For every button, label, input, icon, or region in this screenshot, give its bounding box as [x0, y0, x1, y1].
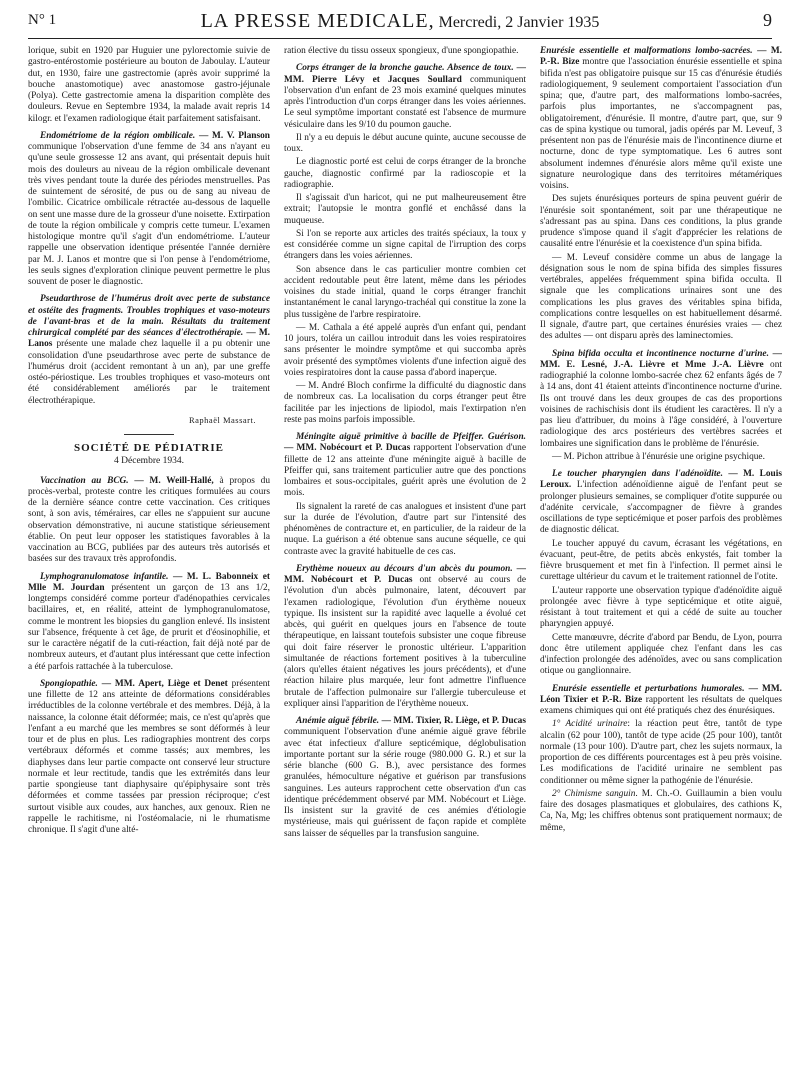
- report-author: — M. P.-R. Bize: [540, 46, 782, 68]
- report-text: montre que l'association énurésie essentielle et spina bifida n'est pas obligatoire puisque sur 15 cas d'énurésie étudiés radiologiquement, 9 seulement comportaient l'association d'un spina; que, d'autre part, des malformations lombo-sacrées, parfois plus importantes, ne s'accompagnent pas, obligatoirement, d'énurésie. Il montre, d'autre part, que, sur 9 cas de spina kystique ou tumoral, jadis opérés par M. Leveuf, 3 présentent non pas de l'énurésie mais de l'incontinence diurne et nocturne, donc de type symptomatique. Les 6 autres sont absolument indemnes d'énurésie alors même qu'il existe une signature neurologique dans des territoires métamériques voisins.: [540, 57, 782, 191]
- paragraph: ration élective du tissu osseux spongieux, d'une spongiopathie.: [284, 46, 519, 56]
- column-2: [284, 46, 526, 842]
- report-erytheme: [284, 564, 526, 710]
- report-author: — MM. E. Lesné, J.-A. Lièvre et Mme J.-A. Lièvre: [540, 348, 782, 370]
- paragraph: — M. Leveuf considère comme un abus de langage la désignation sous le nom de spina bifida des simples fissures vertébrales, appelées fréquemment spina bifida occulta. Il signale que les complications urinaires sont une des complications les plus graves des véritables spina bifida, complications contre lesquelles on est habituellement désarmé. Il signale, d'autre part, que certaines énurésies vraies — chez des adultes — ont disparu après des laminectomies.: [540, 252, 782, 342]
- paragraph: — M. Pichon attribue à l'énurésie une origine psychique.: [552, 451, 765, 462]
- report-endometriome: [28, 131, 270, 289]
- paragraph: — M. André Bloch confirme la difficulté du diagnostic dans de nombreux cas. La localisation du corps étranger peut être facilitée par les injections de lipiodol, mais l'extirpation n'en reste pas moins parfois impossible.: [284, 381, 526, 425]
- report-text: ont radiographié la colonne lombo-sacrée chez 62 enfants âgés de 7 à 14 ans, dont 41 étaient atteints d'incontinence nocturne d'urine. Ils ont trouvé dans les deux groupes de cas des proportions voisines de rachischisis dont ils étudient les caractères. Il n'y a pas lieu d'attribuer, du moins à l'âge considéré, à l'ouverture radiologique des arcs postérieurs des vertèbres sacrées et lombaires une signification dans le problème de l'énurésie.: [540, 359, 782, 449]
- report-author: — MM. Pierre Lévy et Jacques Soullard: [284, 63, 526, 85]
- report-text: communique l'observation d'une femme de 34 ans n'ayant eu qu'une seule grossesse 12 ans avant, qui présentait depuis huit mois des douleurs au niveau de la région ombilicale devenant très vives pendant toute la durée des périodes menstruelles. Pas de suintement de sérosité, de pus ou de sang au niveau de l'ombilic. Cicatrice ombilicale rétractée au-dessous de laquelle on sent une masse dure de la grosseur d'une noisette. Extirpation de toute la région ombilicale y compris cette tumeur. L'examen histologique montre qu'il s'agit d'un endométriome. L'auteur rappelle une observation identique présentée l'année dernière par M. J. Lanos et montre que si l'on pense à l'endométriome, les seuls signes d'exploration clinique peuvent permettre le plus souvent de poser le diagnostic.: [28, 142, 270, 287]
- column-1: [28, 46, 270, 842]
- subheading: 2° Chimisme sanguin: [552, 788, 636, 799]
- paragraph: Ils signalent la rareté de cas analogues et insistent d'une part sur la durée de l'évolution, d'autre part sur l'intensité des phénomènes de contracture et, en particulier, de la raideur de la nuque. La guérison a été obtenue sans aucune séquelle, ce qui contraste avec la gravité habituelle de ces cas.: [284, 501, 526, 557]
- issue-number: N° 1: [28, 12, 57, 28]
- subheading: 1° Acidité urinaire: [552, 719, 628, 730]
- journal-title: LA PRESSE MEDICALE,: [200, 10, 435, 32]
- issue-date: Mercredi, 2 Janvier 1935: [434, 14, 600, 31]
- report-author: — MM. Nobécourt et P. Ducas: [284, 563, 526, 585]
- report-author: — M. Weill-Hallé,: [134, 475, 214, 486]
- paragraph: Le diagnostic porté est celui de corps étranger de la bronche gauche, diagnostic confirmé par la radioscopie et la radiographie.: [284, 157, 526, 190]
- report-title: Anémie aiguë fébrile.: [296, 716, 380, 726]
- report-author: — MM. Nobécourt et P. Ducas: [284, 443, 411, 454]
- journal-masthead: [28, 10, 772, 33]
- report-title: Enurésie essentielle et malformations lombo-sacrées.: [540, 46, 753, 56]
- report-author: — MM. Léon Tixier et P.-R. Bize: [540, 683, 782, 705]
- paragraph: [540, 719, 782, 787]
- column-3: [540, 46, 782, 842]
- report-title: Pseudarthrose de l'humérus droit avec perte de substance et ostéite des fragments. Troubles trophiques et vaso-moteurs de l'avant-bras et de la main. Résultats du traitement chirurgical complété par des séances d'électrothérapie.: [28, 294, 270, 338]
- report-text: communiquent l'observation d'une anémie aiguë grave fébrile avec état infectieux d'allure septicémique, déglobulisation importante portant sur la série rouge (980.000 G. R.) et sur la série blanche (600 G. B.), avec persistance des formes granulées, hémoculture négative et guérison par transfusions sanguines. Les auteurs rapprochent cette observation d'un cas identique précédemment observé par MM. Nobécourt et Liège. Ils insistent sur la gravité de ces anémies d'étiologie mystérieuse, mais qui guérissent de façon rapide et complète sans laisser de séquelles par la transfusion sanguine.: [284, 727, 526, 839]
- report-text: présentent un garçon de 13 ans 1/2, longtemps considéré comme porteur d'adénopathies cervicales bacillaires, et, en réalité, atteint de lymphogranulomatose, comme le montrent les biopsies du ganglion enlevé. Ils insistent sur l'absence, fréquente à cet âge, de prurit et d'éosinophilie, et sur le caractère négatif de la cuti-réaction, fait déjà noté par de nombreux auteurs, et d'autant plus intéressant que cette infection a été parfois rattachée à la tuberculose.: [28, 582, 270, 672]
- report-spina-bifida: [540, 349, 782, 450]
- report-pseudarthrose: [28, 294, 270, 407]
- report-author: — M. Lanos: [28, 328, 270, 350]
- report-author: — M. V. Planson: [198, 130, 270, 141]
- report-bcg: [28, 476, 270, 566]
- report-toucher-pharyngien: [540, 469, 782, 537]
- paragraph: Des sujets énurésiques porteurs de spina peuvent guérir de l'énurésie soit spontanément, soit par une thérapeutique ne s'adressant pas au spina. Dans ces conditions, la plus grande prudence s'impose quand il s'agit d'apprécier les relations de causalité entre l'énurésie et la coexistence d'un spina bifida.: [540, 194, 782, 250]
- report-title: Méningite aiguë primitive à bacille de Pfeiffer. Guérison.: [296, 432, 526, 442]
- page-header: [28, 8, 772, 39]
- paragraph-text: : la réaction peut être, tantôt de type alcalin (62 pour 100), tantôt de type acide (25 pour 100), tantôt normale (13 pour 100). D'autre part, chez les sujets normaux, la proportion de ces différents pourcentages est à peu près voisine. Les modifications de l'acidité urinaire ne semblent pas conditionner ou même signer la pathogénie de l'énurésie.: [540, 719, 782, 786]
- report-text: rapportent l'observation d'une fillette de 12 ans atteinte d'une méningite aiguë à bacille de Pfeiffer qui, sans traitement particulier autre que des ponctions lombaires et sous-occipitales, guérit après une évolution de 2 mois.: [284, 443, 526, 499]
- report-title: Vaccination au BCG.: [40, 475, 129, 486]
- paragraph: Son absence dans le cas particulier montre combien cet accident redoutable peut être latent, même dans les périodes voisines du stade initial, quand le corps étranger franchit instantanément le canal laryngo-trachéal qui constitue la zone la plus tussigène de l'arbre respiratoire.: [284, 264, 526, 320]
- report-meningite: [284, 432, 526, 500]
- report-text: à propos du procès-verbal, proteste contre les critiques formulées au cours de la dernière séance contre cette vaccination. Ces critiques sont, à son avis, téméraires, car elles ne s'appuient sur aucune observation démonstrative, ni aucune statistique sérieusement établie. On peut leur opposer les statistiques favorables à la vaccination au BCG, publiées par des auteurs très autorisés et basées sur des travaux très approfondis.: [28, 475, 270, 565]
- report-author: — MM. Apert, Liège et Denet: [101, 678, 228, 689]
- report-title: Le toucher pharyngien dans l'adénoïdite.: [552, 469, 723, 479]
- report-author: — M. Louis Leroux.: [540, 469, 782, 491]
- paragraph: lorique, subit en 1920 par Huguier une pylorectomie suivie de gastro-entérostomie postérieure au bouton de Jaboulay. L'auteur dut, en 1930, faire une gastrectomie (après avoir supprimé la bouche anastomotique) avec anastomose gastro-jéjunale (Polya). Cette gastrectomie amena la disparition complète des douleurs. Revue en Septembre 1934, la malade avait repris 14 kilogr. et l'examen radiologique était parfaitement satisfaisant.: [28, 46, 270, 124]
- session-date: 4 Décembre 1934.: [114, 456, 184, 467]
- report-author: — M. L. Babonneix et Mlle M. Jourdan: [28, 571, 270, 593]
- paragraph: Il s'agissait d'un haricot, qui ne put malheureusement être extrait; l'autopsie le montra gonflé et enchâssé dans la muqueuse.: [284, 193, 526, 226]
- report-anemie: [284, 716, 526, 840]
- report-spongiopathie: [28, 679, 270, 837]
- report-title: Lymphogranulomatose infantile.: [40, 571, 169, 582]
- divider: [124, 434, 174, 435]
- paragraph-text: . M. Ch.-O. Guillaumin a bien voulu faire des dosages plasmatiques et globulaires, des cathions K, Ca, Na, Mg; les chiffres obtenus sont pratiquement normaux; de même,: [540, 788, 782, 833]
- paragraph: L'auteur rapporte une observation typique d'adénoïdite aiguë prolongée avec fièvre à type septicémique et otite aiguë, résistant à tout traitement et qui a cédé de suite au toucher pharyngien appuyé.: [540, 585, 782, 630]
- report-author: — MM. Tixier, R. Liège, et P. Ducas: [381, 716, 526, 726]
- paragraph: Il n'y a eu depuis le début aucune quinte, aucune secousse de toux.: [284, 132, 526, 154]
- paragraph: Le toucher appuyé du cavum, écrasant les végétations, en évacuant, peut-être, de petits abcès enkystés, fait tomber la fièvre brusquement et met fin à l'infection. Il permet ainsi le curettage ultérieur du cavum et le traitement rationnel de l'otite.: [540, 538, 782, 583]
- signature: Raphaël Massart.: [188, 414, 256, 425]
- report-text: communiquent l'observation d'un enfant de 23 mois examiné quelques minutes après l'introduction d'un corps étranger dans les voies aériennes. Le seul symptôme important constaté est l'absence de murmure vésiculaire dans les 9/10 du poumon gauche.: [284, 74, 526, 130]
- report-text: L'infection adénoïdienne aiguë de l'enfant peut se prolonger plusieurs semaines, se compliquer d'otite suppurée ou d'adénite cervicale, s'accompagner de fièvre à grandes oscillations de type septicémique et poser parfois des problèmes de diagnostic délicat.: [540, 480, 782, 536]
- report-title: Endométriome de la région ombilicale.: [40, 130, 196, 141]
- page-number: 9: [763, 10, 772, 30]
- paragraph: Cette manœuvre, décrite d'abord par Bendu, de Lyon, pourra donc être utilement appliquée chez l'enfant dans les cas d'infection prolongée des adénoïdes, avec ou sans complication otique ou ganglionnaire.: [540, 632, 782, 677]
- report-title: Enurésie essentielle et perturbations humorales.: [552, 683, 745, 694]
- paragraph: Si l'on se reporte aux articles des traités spéciaux, la toux y est considérée comme un signe capital de l'irruption des corps étrangers dans les voies aériennes.: [284, 228, 526, 262]
- article-columns: [28, 46, 782, 842]
- report-title: Corps étranger de la bronche gauche. Absence de toux.: [296, 63, 514, 74]
- report-lymphogranulomatose: [28, 572, 270, 673]
- report-title: Spina bifida occulta et incontinence nocturne d'urine.: [552, 348, 769, 359]
- report-perturbations-humorales: [540, 684, 782, 718]
- report-title: Erythème noueux au décours d'un abcès du poumon.: [296, 563, 513, 574]
- report-enuresie-malformations: [540, 46, 782, 192]
- paragraph: — M. Cathala a été appelé auprès d'un enfant qui, pendant 10 jours, toléra un caillou introduit dans les voies respiratoires sans présenter le moindre symptôme et qui succomba après avoir présenté des symptômes violents d'une infection aiguë des voies respiratoires dont la cause passa d'abord inaperçue.: [284, 322, 526, 378]
- report-text: présente une malade chez laquelle il a pu obtenir une consolidation d'une pseudarthrose avec perte de substance de l'humérus droit (accident remontant à un an), par une greffe ostéo-périostique. Les troubles trophiques et vaso-moteurs ont été considérablement améliorés par le traitement électrothérapique.: [28, 339, 270, 406]
- report-text: ont observé au cours de l'évolution d'un abcès pulmonaire, latent, découvert par l'examen radiologique, l'évolution d'un érythème noueux typique. Ils insistent sur la rapidité avec laquelle a évolué cet abcès, qui guérit en quelques jours en l'absence de toute thérapeutique, en laissant toutefois subsister une coque fibreuse qui doit faire réserver le pronostic ultérieur. L'apparition simultanée de réactions fortement positives à la tuberculine (alors qu'elles étaient négatives les jours précédents), et d'une réaction hilaire plus marquée, leur font admettre l'influence brutale de l'affection pulmonaire sur l'allergie tuberculeuse et expliquer ainsi l'apparition de l'érythème noueux.: [284, 575, 526, 709]
- report-text: rapportent les résultats de quelques examens chimiques qui ont été pratiqués chez des énurésiques.: [540, 694, 782, 716]
- report-corps-etranger: [284, 63, 526, 131]
- paragraph: [540, 789, 782, 834]
- society-heading: SOCIÉTÉ DE PÉDIATRIE: [74, 442, 224, 454]
- report-title: Spongiopathie.: [40, 678, 98, 689]
- report-text: présentent une fillette de 12 ans atteinte de déformations considérables irréductibles de la colonne vertébrale et des membres. Déjà, à la naissance, la colonne était déformée; mais, ce n'est qu'après que l'enfant a eu marché que les membres se sont déformés à leur tour et de plus en plus. Les radiographies montrent des corps vertébraux déformés et comme tassés; aux membres, les diaphyses dans leur partie compacte ont conservé leur structure normale et leur rectitude, tandis que les extrémités dans leur partie spongieuse tant diaphysaire qu'épiphysaire sont très déformées et comme tassées par pression réciproque; c'est surtout visible aux coudes, aux hanches, aux genoux. Rien ne rappelle le rachitisme, ni l'ostéomalacie, ni le rhumatisme chronique. Il s'agit d'une alté-: [28, 678, 270, 835]
